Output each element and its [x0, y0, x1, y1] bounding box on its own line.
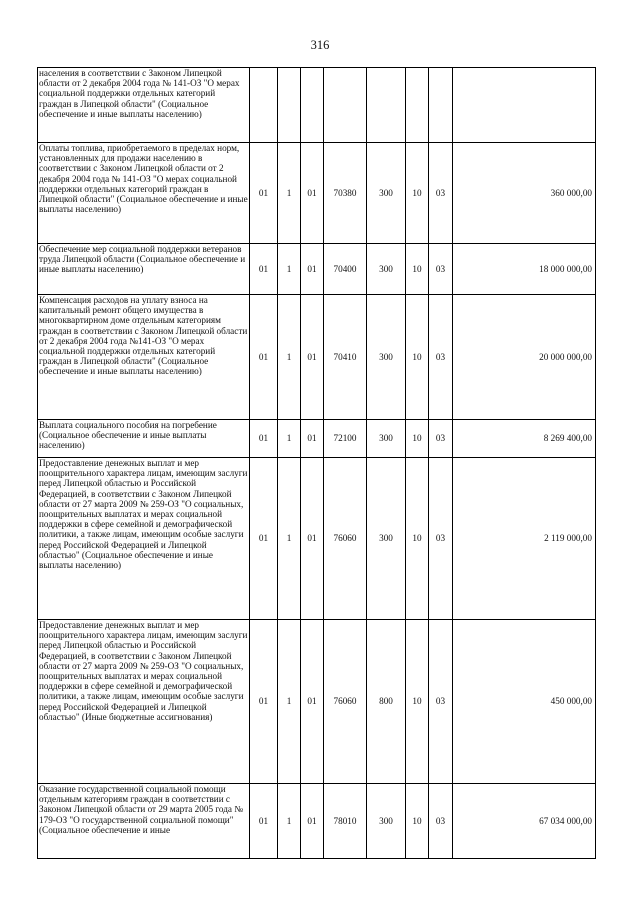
- code-cell: [301, 68, 324, 143]
- code-cell: 800: [367, 620, 406, 784]
- code-cell: 01: [301, 784, 324, 859]
- code-cell: 70380: [324, 143, 367, 244]
- code-cell: 76060: [324, 620, 367, 784]
- code-cell: 70410: [324, 295, 367, 420]
- code-cell: 03: [429, 143, 453, 244]
- code-cell: 10: [406, 458, 429, 620]
- code-cell: 01: [301, 458, 324, 620]
- page-number: 316: [310, 38, 330, 52]
- code-cell: 300: [367, 295, 406, 420]
- code-cell: 78010: [324, 784, 367, 859]
- amount-cell: 360 000,00: [453, 143, 596, 244]
- code-cell: 01: [301, 420, 324, 458]
- code-cell: 72100: [324, 420, 367, 458]
- code-cell: 01: [250, 784, 278, 859]
- row-description: Компенсация расходов на уплату взноса на капитальный ремонт общего имущества в многоквартирном доме отдельным категориям граждан в соответствии с Законом Липецкой области от 2 декабря 2004 года №141-ОЗ "О мерах социальной поддержки отдельных категорий граждан в Липецкой области" (Социальное обеспечение и иные выплаты населению): [38, 295, 250, 420]
- code-cell: 03: [429, 420, 453, 458]
- amount-cell: 8 269 400,00: [453, 420, 596, 458]
- code-cell: 300: [367, 244, 406, 295]
- code-cell: 1: [278, 295, 301, 420]
- code-cell: 10: [406, 295, 429, 420]
- code-cell: 01: [301, 244, 324, 295]
- amount-cell: 67 034 000,00: [453, 784, 596, 859]
- code-cell: 01: [250, 420, 278, 458]
- code-cell: 01: [301, 620, 324, 784]
- code-cell: 300: [367, 458, 406, 620]
- code-cell: 10: [406, 143, 429, 244]
- amount-cell: 20 000 000,00: [453, 295, 596, 420]
- code-cell: 03: [429, 458, 453, 620]
- table-row: [38, 244, 596, 295]
- table-row: [38, 143, 596, 244]
- code-cell: 01: [250, 620, 278, 784]
- table-row: [38, 420, 596, 458]
- table-row: [38, 68, 596, 143]
- table-row: [38, 295, 596, 420]
- amount-cell: 18 000 000,00: [453, 244, 596, 295]
- code-cell: 300: [367, 420, 406, 458]
- code-cell: 03: [429, 244, 453, 295]
- code-cell: 1: [278, 458, 301, 620]
- code-cell: 1: [278, 420, 301, 458]
- code-cell: 70400: [324, 244, 367, 295]
- code-cell: [429, 68, 453, 143]
- code-cell: [278, 68, 301, 143]
- code-cell: [250, 68, 278, 143]
- row-description: Оплаты топлива, приобретаемого в пределах норм, установленных для продажи населению в соответствии с Законом Липецкой области от 2 декабря 2004 года № 141-ОЗ "О мерах социальной поддержки отдельных категорий граждан в Липецкой области" (Социальное обеспечение и иные выплаты населению): [38, 143, 250, 244]
- code-cell: 03: [429, 295, 453, 420]
- code-cell: 01: [250, 458, 278, 620]
- code-cell: [406, 68, 429, 143]
- code-cell: 10: [406, 420, 429, 458]
- row-description: Предоставление денежных выплат и мер поощрительного характера лицам, имеющим заслуги перед Липецкой областью и Российской Федерацией, в соответствии с Законом Липецкой области от 27 марта 2009 № 259-ОЗ "О социальных, поощрительных выплатах и мерах социальной поддержки в сфере семейной и демографической политики, а также лицам, имеющим особые заслуги перед Российской Федерацией и Липецкой областью" (Иные бюджетные ассигнования): [38, 620, 250, 784]
- row-description: Обеспечение мер социальной поддержки ветеранов труда Липецкой области (Социальное обеспечение и иные выплаты населению): [38, 244, 250, 295]
- code-cell: [324, 68, 367, 143]
- code-cell: 01: [250, 295, 278, 420]
- table-row: [38, 620, 596, 784]
- code-cell: 03: [429, 784, 453, 859]
- code-cell: 03: [429, 620, 453, 784]
- amount-cell: 450 000,00: [453, 620, 596, 784]
- code-cell: 1: [278, 620, 301, 784]
- code-cell: [367, 68, 406, 143]
- code-cell: 1: [278, 244, 301, 295]
- row-description: Предоставление денежных выплат и мер поощрительного характера лицам, имеющим заслуги перед Липецкой областью и Российской Федерацией, в соответствии с Законом Липецкой области от 27 марта 2009 № 259-ОЗ "О социальных, поощрительных выплатах и мерах социальной поддержки в сфере семейной и демографической политики, а также лицам, имеющим особые заслуги перед Российской Федерацией и Липецкой областью" (Социальное обеспечение и иные выплаты населению): [38, 458, 250, 620]
- budget-table: [37, 67, 596, 859]
- row-description: Оказание государственной социальной помощи отдельным категориям граждан в соответствии с Законом Липецкой области от 29 марта 2005 года № 179-ОЗ "О государственной социальной помощи" (Социальное обеспечение и иные: [38, 784, 250, 859]
- code-cell: 300: [367, 784, 406, 859]
- code-cell: 01: [301, 295, 324, 420]
- table-row: [38, 458, 596, 620]
- row-description: населения в соответствии с Законом Липецкой области от 2 декабря 2004 года № 141-ОЗ "О мерах социальной поддержки отдельных категорий граждан в Липецкой области" (Социальное обеспечение и иные выплаты населению): [38, 68, 250, 143]
- code-cell: 1: [278, 784, 301, 859]
- row-description: Выплата социального пособия на погребение (Социальное обеспечение и иные выплаты населению): [38, 420, 250, 458]
- code-cell: 10: [406, 244, 429, 295]
- code-cell: 01: [250, 143, 278, 244]
- table-row: [38, 784, 596, 859]
- code-cell: 10: [406, 784, 429, 859]
- code-cell: 300: [367, 143, 406, 244]
- code-cell: 76060: [324, 458, 367, 620]
- amount-cell: [453, 68, 596, 143]
- code-cell: 01: [250, 244, 278, 295]
- code-cell: 01: [301, 143, 324, 244]
- code-cell: 1: [278, 143, 301, 244]
- amount-cell: 2 119 000,00: [453, 458, 596, 620]
- code-cell: 10: [406, 620, 429, 784]
